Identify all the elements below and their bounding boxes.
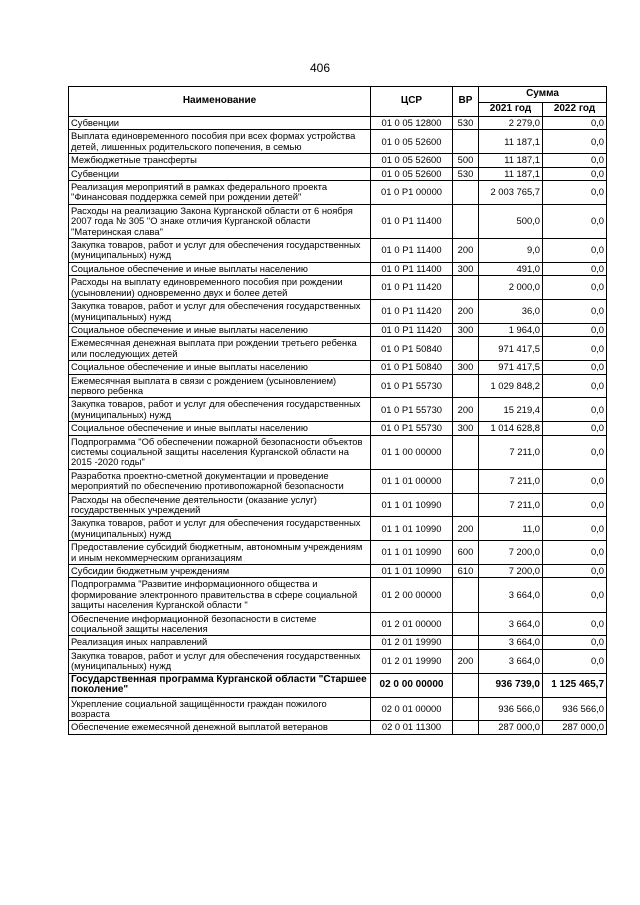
row-sum-2022: 0,0 (543, 578, 607, 612)
header-csr: ЦСР (371, 87, 453, 117)
row-sum-2022: 1 125 465,7 (543, 673, 607, 697)
table-row (69, 493, 607, 517)
row-csr: 01 0 P1 55730 (371, 398, 453, 422)
row-vr (453, 181, 479, 205)
table-row (69, 117, 607, 130)
table-row (69, 337, 607, 361)
row-sum-2021: 15 219,4 (479, 398, 543, 422)
row-vr (453, 204, 479, 238)
table-row (69, 673, 607, 697)
row-vr (453, 612, 479, 636)
row-sum-2022: 0,0 (543, 262, 607, 275)
row-sum-2022: 0,0 (543, 361, 607, 374)
row-csr: 01 0 P1 00000 (371, 181, 453, 205)
table-row (69, 374, 607, 398)
row-sum-2022: 287 000,0 (543, 721, 607, 734)
row-csr: 01 0 P1 50840 (371, 337, 453, 361)
table-row (69, 721, 607, 734)
row-sum-2022: 0,0 (543, 154, 607, 167)
row-sum-2021: 1 014 628,8 (479, 422, 543, 435)
row-sum-2022: 0,0 (543, 517, 607, 541)
row-name: Закупка товаров, работ и услуг для обеспечения государственных (муниципальных) нужд (69, 517, 371, 541)
row-vr: 300 (453, 422, 479, 435)
row-sum-2022: 0,0 (543, 276, 607, 300)
row-sum-2022: 0,0 (543, 323, 607, 336)
row-vr (453, 697, 479, 721)
row-sum-2022: 0,0 (543, 181, 607, 205)
row-vr: 200 (453, 398, 479, 422)
row-vr (453, 493, 479, 517)
table-row (69, 435, 607, 469)
row-vr (453, 374, 479, 398)
row-name: Социальное обеспечение и иные выплаты населению (69, 323, 371, 336)
table-row (69, 204, 607, 238)
row-sum-2022: 0,0 (543, 337, 607, 361)
row-vr: 200 (453, 239, 479, 263)
row-csr: 01 0 P1 55730 (371, 422, 453, 435)
row-csr: 01 2 01 19990 (371, 636, 453, 649)
row-name: Субвенции (69, 117, 371, 130)
row-name: Расходы на обеспечение деятельности (оказание услуг) государственных учреждений (69, 493, 371, 517)
row-sum-2022: 0,0 (543, 374, 607, 398)
row-sum-2021: 9,0 (479, 239, 543, 263)
row-vr (453, 130, 479, 154)
row-sum-2021: 7 200,0 (479, 565, 543, 578)
row-sum-2021: 2 279,0 (479, 117, 543, 130)
header-name: Наименование (69, 87, 371, 117)
row-vr: 200 (453, 300, 479, 324)
row-name: Межбюджетные трансферты (69, 154, 371, 167)
row-vr: 530 (453, 117, 479, 130)
row-name: Расходы на выплату единовременного пособия при рождении (усыновлении) одновременно двух и более детей (69, 276, 371, 300)
row-sum-2021: 3 664,0 (479, 636, 543, 649)
row-csr: 01 2 01 00000 (371, 612, 453, 636)
row-sum-2022: 0,0 (543, 435, 607, 469)
row-name: Подпрограмма "Развитие информационного общества и формирование электронного правительства в сфере социальной защиты населения Курганской области " (69, 578, 371, 612)
row-csr: 01 0 P1 11420 (371, 323, 453, 336)
row-sum-2021: 936 566,0 (479, 697, 543, 721)
table-row (69, 154, 607, 167)
row-sum-2022: 0,0 (543, 565, 607, 578)
row-csr: 01 1 01 10990 (371, 565, 453, 578)
row-name: Разработка проектно-сметной документации и проведение мероприятий по обеспечению противопожарной безопасности (69, 469, 371, 493)
row-vr: 300 (453, 262, 479, 275)
table-row (69, 167, 607, 180)
row-sum-2021: 2 000,0 (479, 276, 543, 300)
row-sum-2021: 971 417,5 (479, 337, 543, 361)
row-sum-2022: 0,0 (543, 117, 607, 130)
row-sum-2022: 0,0 (543, 493, 607, 517)
row-sum-2021: 7 200,0 (479, 541, 543, 565)
row-csr: 01 0 P1 50840 (371, 361, 453, 374)
table-row (69, 697, 607, 721)
table-row (69, 649, 607, 673)
budget-table (68, 86, 607, 735)
row-csr: 01 1 01 10990 (371, 541, 453, 565)
header-vr: ВР (453, 87, 479, 117)
row-name: Закупка товаров, работ и услуг для обеспечения государственных (муниципальных) нужд (69, 398, 371, 422)
row-csr: 01 0 P1 11400 (371, 239, 453, 263)
row-csr: 01 0 05 52600 (371, 167, 453, 180)
row-sum-2022: 0,0 (543, 649, 607, 673)
row-vr: 200 (453, 649, 479, 673)
row-name: Реализация иных направлений (69, 636, 371, 649)
row-csr: 01 1 01 00000 (371, 469, 453, 493)
table-row (69, 130, 607, 154)
row-name: Выплата единовременного пособия при всех формах устройства детей, лишенных родительского попечения, в семью (69, 130, 371, 154)
row-csr: 01 1 01 10990 (371, 517, 453, 541)
row-sum-2021: 500,0 (479, 204, 543, 238)
header-2021: 2021 год (479, 103, 543, 117)
row-csr: 02 0 01 11300 (371, 721, 453, 734)
table-row (69, 636, 607, 649)
row-sum-2021: 1 029 848,2 (479, 374, 543, 398)
row-sum-2021: 936 739,0 (479, 673, 543, 697)
row-sum-2021: 11,0 (479, 517, 543, 541)
row-csr: 01 2 00 00000 (371, 578, 453, 612)
row-sum-2021: 3 664,0 (479, 649, 543, 673)
table-row (69, 469, 607, 493)
table-row (69, 323, 607, 336)
row-name: Социальное обеспечение и иные выплаты населению (69, 361, 371, 374)
row-sum-2021: 3 664,0 (479, 578, 543, 612)
row-sum-2021: 2 003 765,7 (479, 181, 543, 205)
row-sum-2022: 0,0 (543, 636, 607, 649)
row-vr: 530 (453, 167, 479, 180)
row-csr: 01 0 05 52600 (371, 130, 453, 154)
row-name: Субвенции (69, 167, 371, 180)
row-name: Ежемесячная денежная выплата при рождении третьего ребенка или последующих детей (69, 337, 371, 361)
row-csr: 01 0 P1 11400 (371, 204, 453, 238)
row-sum-2021: 36,0 (479, 300, 543, 324)
row-vr: 300 (453, 323, 479, 336)
row-sum-2021: 11 187,1 (479, 167, 543, 180)
row-csr: 01 0 P1 11420 (371, 300, 453, 324)
header-sum: Сумма (479, 87, 607, 103)
row-sum-2022: 0,0 (543, 469, 607, 493)
row-name: Подпрограмма "Об обеспечении пожарной безопасности объектов системы социальной защиты населения Курганской области на 2015 -2020 годы" (69, 435, 371, 469)
row-sum-2021: 11 187,1 (479, 130, 543, 154)
row-sum-2021: 971 417,5 (479, 361, 543, 374)
row-vr (453, 435, 479, 469)
table-body (69, 117, 607, 735)
row-csr: 01 0 P1 55730 (371, 374, 453, 398)
row-vr: 610 (453, 565, 479, 578)
row-sum-2021: 7 211,0 (479, 469, 543, 493)
table-row (69, 422, 607, 435)
row-sum-2021: 1 964,0 (479, 323, 543, 336)
row-name: Ежемесячная выплата в связи с рождением (усыновлением) первого ребенка (69, 374, 371, 398)
table-row (69, 300, 607, 324)
page-number: 406 (309, 61, 331, 75)
row-sum-2022: 0,0 (543, 239, 607, 263)
table-row (69, 361, 607, 374)
row-vr (453, 337, 479, 361)
row-sum-2022: 0,0 (543, 398, 607, 422)
row-csr: 01 1 01 10990 (371, 493, 453, 517)
row-vr: 500 (453, 154, 479, 167)
row-sum-2022: 0,0 (543, 422, 607, 435)
row-name: Обеспечение ежемесячной денежной выплатой ветеранов (69, 721, 371, 734)
row-name: Социальное обеспечение и иные выплаты населению (69, 262, 371, 275)
row-sum-2022: 0,0 (543, 130, 607, 154)
row-name: Укрепление социальной защищённости граждан пожилого возраста (69, 697, 371, 721)
row-sum-2022: 0,0 (543, 541, 607, 565)
row-csr: 01 0 05 12800 (371, 117, 453, 130)
row-name: Расходы на реализацию Закона Курганской области от 6 ноября 2007 года № 305 "О знаке отличия Курганской области "Материнская слава" (69, 204, 371, 238)
row-vr: 600 (453, 541, 479, 565)
row-csr: 01 2 01 19990 (371, 649, 453, 673)
table-row (69, 398, 607, 422)
row-name: Предоставление субсидий бюджетным, автономным учреждениям и иным некоммерческим организациям (69, 541, 371, 565)
row-name: Социальное обеспечение и иные выплаты населению (69, 422, 371, 435)
table-row (69, 565, 607, 578)
row-sum-2021: 7 211,0 (479, 435, 543, 469)
row-csr: 01 0 P1 11420 (371, 276, 453, 300)
row-vr (453, 276, 479, 300)
row-vr: 300 (453, 361, 479, 374)
row-sum-2022: 936 566,0 (543, 697, 607, 721)
table-row (69, 612, 607, 636)
row-sum-2022: 0,0 (543, 300, 607, 324)
row-vr (453, 469, 479, 493)
row-csr: 01 1 00 00000 (371, 435, 453, 469)
table-row (69, 276, 607, 300)
table-row (69, 578, 607, 612)
row-csr: 01 0 P1 11400 (371, 262, 453, 275)
row-name: Реализация мероприятий в рамках федерального проекта "Финансовая поддержка семей при рождении детей" (69, 181, 371, 205)
row-csr: 02 0 00 00000 (371, 673, 453, 697)
row-vr (453, 578, 479, 612)
row-sum-2021: 491,0 (479, 262, 543, 275)
table-row (69, 262, 607, 275)
row-vr (453, 673, 479, 697)
row-vr (453, 636, 479, 649)
row-sum-2022: 0,0 (543, 612, 607, 636)
row-sum-2022: 0,0 (543, 167, 607, 180)
table-row (69, 239, 607, 263)
row-vr (453, 721, 479, 734)
row-sum-2021: 11 187,1 (479, 154, 543, 167)
row-sum-2021: 7 211,0 (479, 493, 543, 517)
row-csr: 02 0 01 00000 (371, 697, 453, 721)
header-2022: 2022 год (543, 103, 607, 117)
row-name: Закупка товаров, работ и услуг для обеспечения государственных (муниципальных) нужд (69, 300, 371, 324)
row-name: Субсидии бюджетным учреждениям (69, 565, 371, 578)
row-name: Обеспечение информационной безопасности в системе социальной защиты населения (69, 612, 371, 636)
table-row (69, 181, 607, 205)
row-sum-2021: 3 664,0 (479, 612, 543, 636)
table-row (69, 541, 607, 565)
table-row (69, 517, 607, 541)
row-name: Государственная программа Курганской области "Старшее поколение" (69, 673, 371, 697)
row-vr: 200 (453, 517, 479, 541)
row-sum-2022: 0,0 (543, 204, 607, 238)
row-name: Закупка товаров, работ и услуг для обеспечения государственных (муниципальных) нужд (69, 649, 371, 673)
row-name: Закупка товаров, работ и услуг для обеспечения государственных (муниципальных) нужд (69, 239, 371, 263)
row-sum-2021: 287 000,0 (479, 721, 543, 734)
row-csr: 01 0 05 52600 (371, 154, 453, 167)
